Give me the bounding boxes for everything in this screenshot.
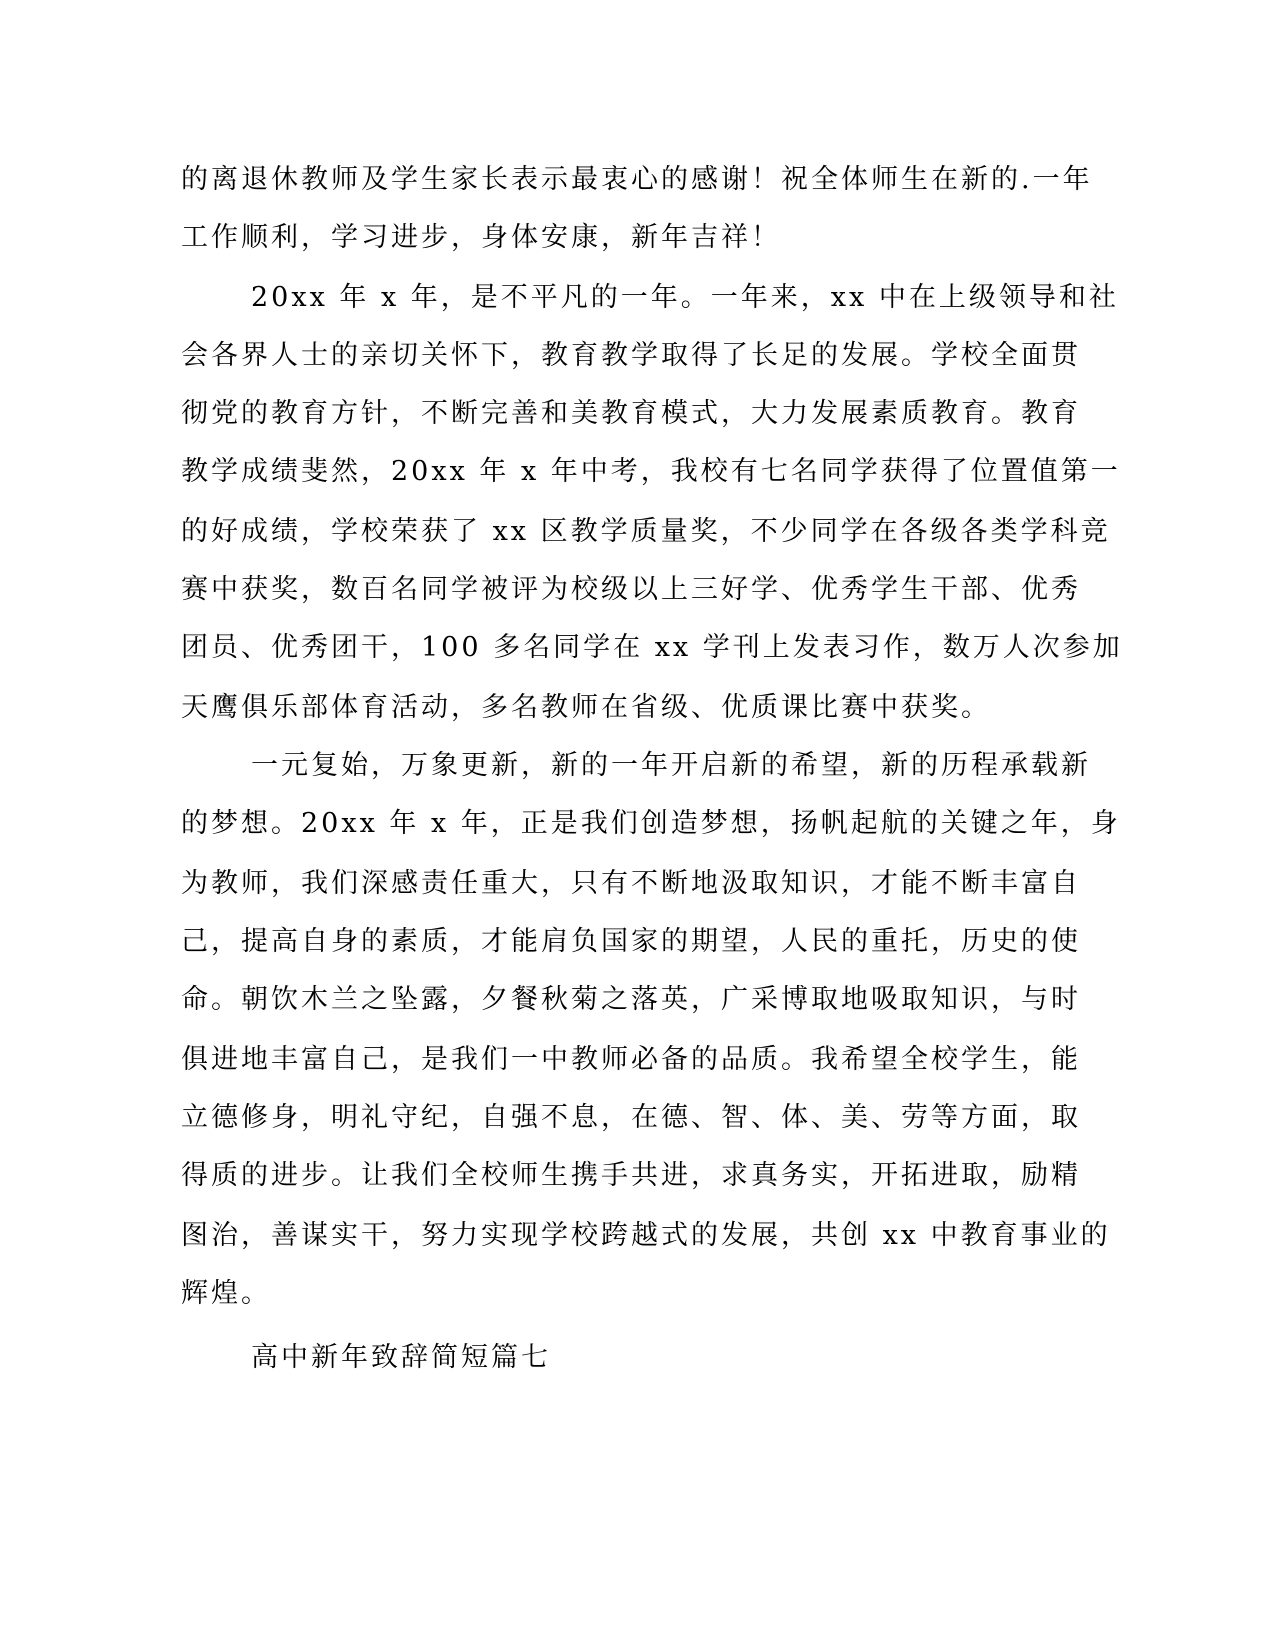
text-line: 俱进地丰富自己，是我们一中教师必备的品质。我希望全校学生，能 [181, 1044, 1081, 1075]
text-line: 立德修身，明礼守纪，自强不息，在德、智、体、美、劳等方面，取 [181, 1102, 1081, 1133]
text-line: 图治，善谋实干，努力实现学校跨越式的发展，共创 xx 中教育事业的 [181, 1220, 1111, 1251]
text-line: 赛中获奖，数百名同学被评为校级以上三好学、优秀学生干部、优秀 [181, 574, 1081, 605]
text-line: 得质的进步。让我们全校师生携手共进，求真务实，开拓进取，励精 [181, 1160, 1081, 1191]
text-line: 为教师，我们深感责任重大，只有不断地汲取知识，才能不断丰富自 [181, 868, 1081, 899]
text-line: 的离退休教师及学生家长表示最衷心的感谢！祝全体师生在新的.一年 [181, 164, 1093, 195]
text-line: 命。朝饮木兰之坠露，夕餐秋菊之落英，广采博取地吸取知识，与时 [181, 984, 1081, 1015]
text-line: 团员、优秀团干，100 多名同学在 xx 学刊上发表习作，数万人次参加 [181, 632, 1123, 663]
text-line: 教学成绩斐然，20xx 年 x 年中考，我校有七名同学获得了位置值第一 [181, 456, 1121, 487]
text-line: 彻党的教育方针，不断完善和美教育模式，大力发展素质教育。教育 [181, 398, 1081, 429]
paragraph-start-line: 一元复始，万象更新，新的一年开启新的希望，新的历程承载新 [251, 750, 1091, 781]
text-line: 的好成绩，学校荣获了 xx 区教学质量奖，不少同学在各级各类学科竞 [181, 516, 1111, 547]
text-line: 工作顺利，学习进步，身体安康，新年吉祥！ [181, 222, 781, 253]
paragraph-start-line: 20xx 年 x 年，是不平凡的一年。一年来，xx 中在上级领导和社 [251, 282, 1119, 313]
section-heading: 高中新年致辞简短篇七 [251, 1342, 551, 1373]
text-line: 会各界人士的亲切关怀下，教育教学取得了长足的发展。学校全面贯 [181, 340, 1081, 371]
text-line: 的梦想。20xx 年 x 年，正是我们创造梦想，扬帆起航的关键之年，身 [181, 808, 1121, 839]
text-line: 天鹰俱乐部体育活动，多名教师在省级、优质课比赛中获奖。 [181, 692, 991, 723]
text-line: 辉煌。 [181, 1278, 271, 1309]
text-line: 己，提高自身的素质，才能肩负国家的期望，人民的重托，历史的使 [181, 926, 1081, 957]
